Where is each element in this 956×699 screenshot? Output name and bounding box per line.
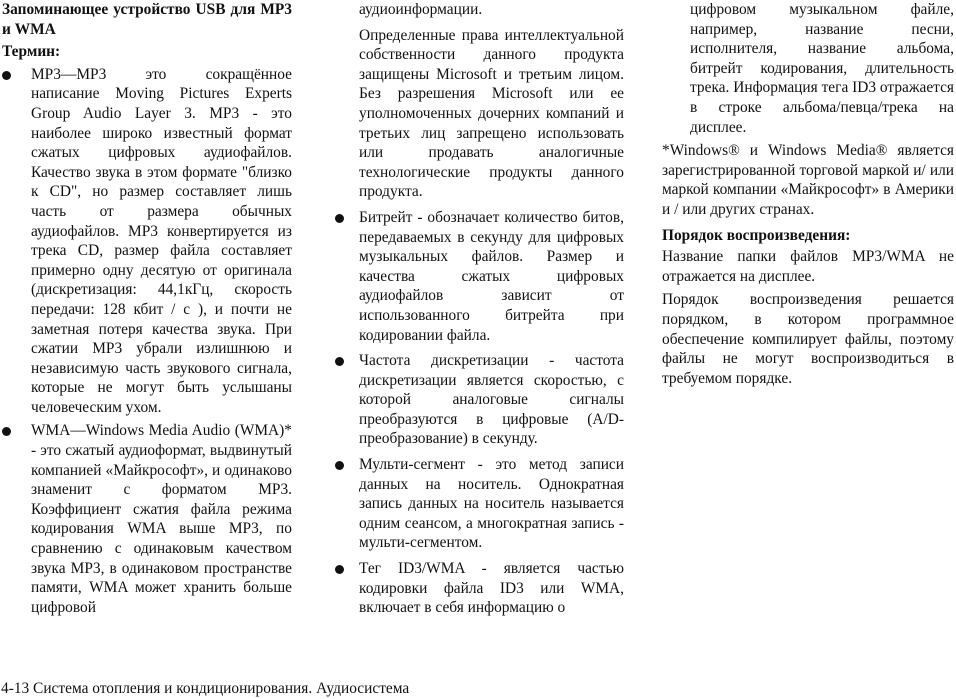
- term-bitrate-text: Битрейт - обозначает количество битов, передаваемых в секунду для цифровых музыкальных файлов. Размер и качества сжатых цифровых аудиофайлов зависит от использованного битрейта при кодировании файла.: [359, 208, 624, 344]
- term-mp3: [2, 65, 292, 418]
- term-id3: [359, 559, 624, 618]
- trademark-paragraph: *Windows® и Windows Media® является зарегистрированной торговой маркой и/ или маркой компании «Майкрософт» в Америки и / или других странах.: [662, 142, 954, 218]
- term-wma: [2, 421, 292, 617]
- term-id3-text: Тег ID3/WMA - является частью кодировки файла ID3 или WMA, включает в себя информацию о: [359, 560, 624, 617]
- order-paragraph-1: Название папки файлов MP3/WMA не отражается на дисплее.: [662, 248, 954, 285]
- rights-paragraph: Определенные права интеллектуальной собственности данного продукта защищены Microsoft и третьим лицом. Без разрешения Microsoft или ее уполномоченных дочерних компаний и третьих лиц запрещено использовать или продавать аналогичные технологические продукты данного продукта.: [359, 26, 624, 201]
- bullet-icon: [335, 461, 344, 470]
- term-sampling-text: Частота дискретизации - частота дискретизации является скоростью, с которой аналоговые сигналы преобразуются в цифровые (A/D-преобразование) в секунду.: [359, 352, 624, 448]
- term-bitrate: [359, 208, 624, 345]
- continued-text: цифровом музыкальном файле, например, название песни, исполнителя, название альбома, битрейт кодирования, длительность трека. Информация тега ID3 отражается в строке альбома/певца/трека на дисплее.: [690, 1, 954, 136]
- order-paragraph-2: Порядок воспроизведения решается порядком, в котором программное обеспечение компилирует файлы, поэтому файлы не могут воспроизводиться в требуемом порядке.: [662, 291, 954, 387]
- bullet-icon: [335, 357, 344, 366]
- term-sampling: [359, 351, 624, 449]
- bullet-icon: [335, 565, 344, 574]
- bullet-icon: [335, 214, 344, 223]
- term-multisession-text: Мульти-сегмент - это метод записи данных на носитель. Однократная запись данных на носитель называется одним сеансом, а многократная запись - мульти-сегментом.: [359, 456, 624, 552]
- right-column: [662, 0, 954, 388]
- bullet-icon: [2, 71, 11, 80]
- left-column: [2, 0, 292, 617]
- middle-column: [359, 0, 624, 618]
- term-wma-text: WMA—Windows Media Audio (WMA)* - это сжатый аудиоформат, выдвинутый компанией «Майкрософт», и одинаково знаменит с форматом MP3. Коэффициент сжатия файла режима кодирования WMA выше MP3, по сравнению с одинаковым качеством звука MP3, в одинаковом пространстве памяти, WMA может хранить больше цифровой: [31, 422, 292, 616]
- bullet-icon: [2, 427, 11, 436]
- continued-text: аудиоинформации.: [359, 1, 483, 18]
- section-heading: Запоминающее устройство USB для MP3 и WMA: [2, 1, 292, 38]
- page-footer: 4-13 Система отопления и кондиционирования. Аудиосистема: [1, 680, 410, 697]
- term-mp3-text: MP3—MP3 это сокращённое написание Moving Pictures Experts Group Audio Layer 3. MP3 - это наиболее широко известный формат сжатых цифровых аудиофайлов. Качество звука в этом формате "близко к CD", но размер составляет лишь часть от размера обычных аудиофайлов. MP3 конвертируется из трека CD, размер файла составляет примерно одну десятую от оригинала (дискретизация: 44,1кГц, скорость передачи: 128 кбит / с ), и почти не заметная потеря качества звука. При сжатии MP3 убрали излишнюю и независимую часть звукового сигнала, которые не могут быть услышаны человеческим ухом.: [31, 65, 292, 416]
- terms-title: Термин:: [2, 43, 61, 61]
- order-title: Порядок воспроизведения:: [662, 226, 851, 244]
- term-multisession: [359, 455, 624, 553]
